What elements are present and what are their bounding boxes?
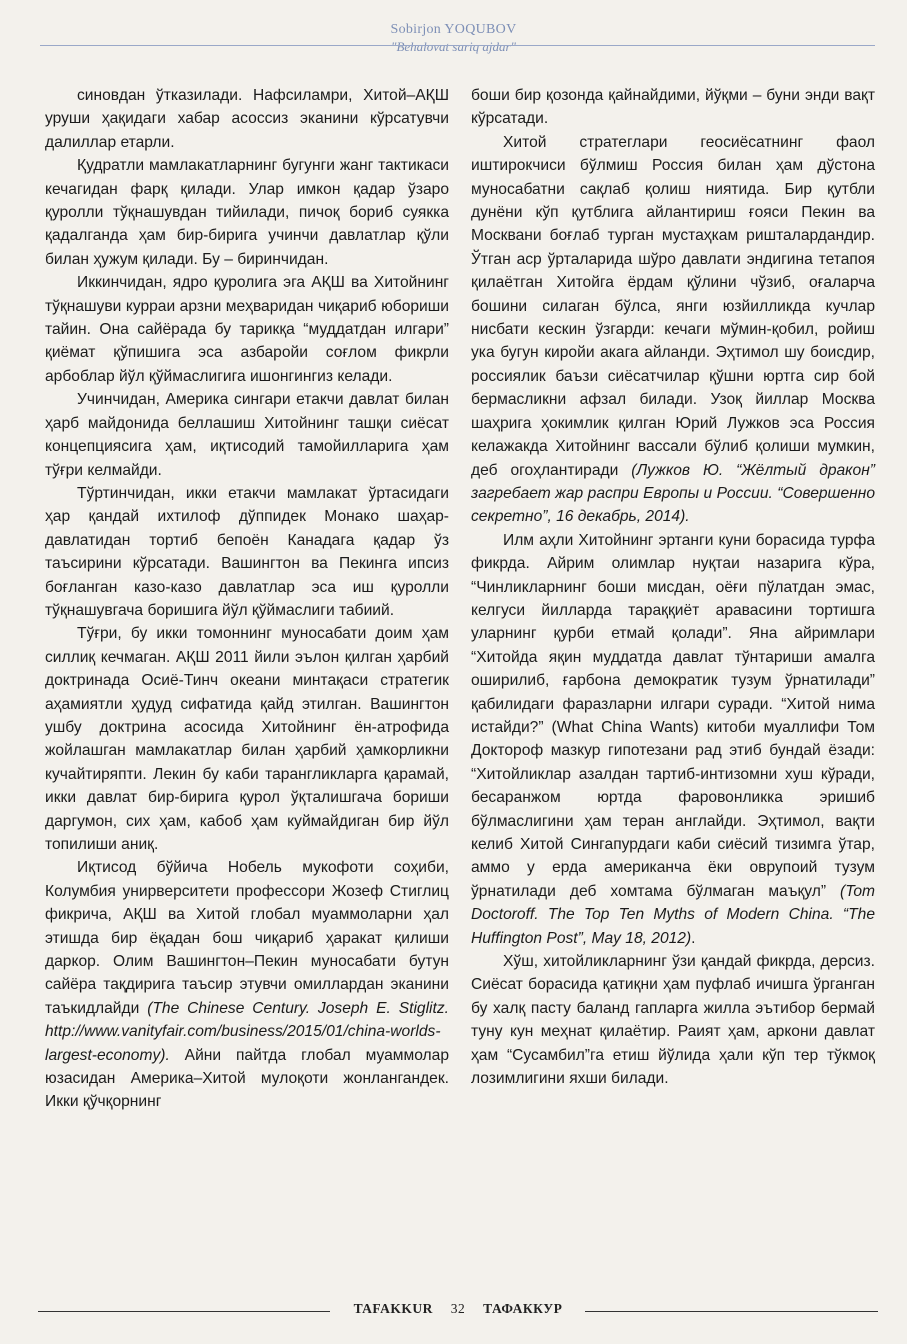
paragraph	[471, 529, 875, 950]
footer-text	[335, 1301, 581, 1317]
footer-rule-right	[585, 1311, 878, 1312]
footer-rule-left	[38, 1311, 330, 1312]
left-column	[45, 84, 449, 1114]
paragraph-text: Илм аҳли Хитойнинг эртанги куни борасида турфа фикрда. Айрим олимлар нуқтаи назарига кўра, “Чинликларнинг боши мисдан, оёғи пўлатдан эмас, келгуси йилларда тараққиёт аравасини тортишга уларнинг қурби етмай қолади”. Яна айримлари “Хитойда яқин муддатда давлат тўнтариши амалга оширилиб, ғарбона демократик тузум ўрнатилади” қабилидаги фаразларни илгари суради. “Хитой нима истайди?” (What China Wants) китоби муаллифи Том Доктороф мазкур гипотезани рад этиб бундай ёзади: “Хитойликлар азалдан тартиб-интизомни хуш кўради, бесаранжом юртда фаровонликка эришиб бўлмаслигини ҳам теран англайди. Эҳтимол, вақти келиб Хитой Сингапурдаги каби сиёсий тизимга ўтар, аммо у ерда американча ёки оврупоий тузум ўрнатилади деб хомтама бўлмаган маъқул”	[471, 531, 875, 900]
header-divider	[40, 45, 875, 46]
paragraph-text: .	[691, 929, 696, 947]
paragraph: синовдан ўтказилади. Нафсиламри, Хитой–АҚШ уруши ҳақидаги хабар асоссиз эканини кўрсатувчи далиллар етарли.	[45, 87, 449, 151]
paragraph	[45, 856, 449, 1113]
paragraph-text: Хитой стратеглари геосиёсатнинг фаол иштирокчиси бўлмиш Россия билан ҳам дўстона муносабатни сақлаб қолиш ниятида. Бир қутбли дунёни кўп қутблига айлантириш ғояси Пекин ва Москвани боғлаб турган мустаҳкам ришталардандир. Ўтган аср ўрталарида шўро давлати эндигина тетапоя қилаётган Хитойга ёрдам қўлини чўзиб, оғаларча бошини силаган бўлса, янги юзйилликда кучлар нисбати кескин ўзгарди: кечаги мўмин-қобил, ройиш ука бугун киройи акага айланди. Эҳтимол шу боисдир, россиялик баъзи сиёсатчилар қўшни юртга сир бой бермасликни афзал билади. Узоқ йиллар Москва шаҳрига ҳокимлик қилган Юрий Лужков эса Россия келажакда Хитойнинг вассали бўлиб қолиши мумкин, деб огоҳлантиради	[471, 133, 875, 479]
footer-label-latin: TAFAKKUR	[353, 1301, 433, 1316]
paragraph: Тўртинчидан, икки етакчи мамлакат ўртасидаги ҳар қандай ихтилоф дўппидек Монако шаҳар-давлатидан тортиб бепоён Канадага қадар ўз таъсирини кўрсатади. Вашингтон ва Пекинга ипсиз боғланган казо-казо давлатлар эса иш қуролли тўқнашувгача боришига йўл қўймаслиги табиий.	[45, 484, 449, 619]
citation: (Tom Doctoroff. The Top Ten Myths of Modern China. “The Huffington Post”, May 18, 2012)	[471, 882, 875, 947]
paragraph: Учинчидан, Америка сингари етакчи давлат билан ҳарб майдонида беллашиш Хитойнинг ташқи сиёсат концепциясига ҳам, иқтисодий тамойилларига ҳам тўғри келмайди.	[45, 391, 449, 479]
paragraph: Хўш, хитойликларнинг ўзи қандай фикрда, дерсиз. Сиёсат борасида қатиқни ҳам пуфлаб ичишга ўрганган бу халқ пасту баланд гапларга жилла эътибор бермай туну кун меҳнат қилаётир. Раият ҳам, аркони давлат ҳам “Сусамбил”га етиш йўлида ҳали кўп тер тўкмоқ лозимлигини яхши билади.	[471, 953, 875, 1088]
paragraph-text: Иқтисод бўйича Нобель мукофоти соҳиби, Колумбия унирверситети профессори Жозеф Стиглиц фикрича, АҚШ ва Хитой глобал муаммоларни ҳал этишда бир ёқадан бош чиқариб ҳаракат қилиши даркор. Олим Вашингтон–Пекин муносабати бутун сайёра тақдирига таъсир этувчи омиллардан эканини таъкидлайди	[45, 859, 449, 1017]
paragraph: Қудратли мамлакатларнинг бугунги жанг тактикаси кечагидан фарқ қилади. Улар имкон қадар ўзаро қуролли тўқнашувдан тийилади, пичоқ бориб суякка қадалганда ҳам бир-бирига учинчи давлатлар қўли билан ҳужум қилади. Бу – биринчидан.	[45, 157, 449, 268]
paragraph: Тўғри, бу икки томоннинг муносабати доим ҳам силлиқ кечмаган. АҚШ 2011 йили эълон қилган ҳарбий доктринада Осиё-Тинч океани минтақаси стратегик аҳамиятли ҳудуд сифатида қайд этилган. Вашингтон ушбу доктрина асосида Хитойнинг ён-атрофида жойлашган мамлакатлар билан ҳарбий ҳамкорликни кучайтиряпти. Лекин бу каби тарангликларга қарамай, икки давлат бир-бирига қурол ўқталишгача бориши даргумон, сих ҳам, кабоб ҳам куймайдиган бир йўл топилиши аниқ.	[45, 625, 449, 853]
paragraph: Иккинчидан, ядро қуролига эга АҚШ ва Хитойнинг тўқнашуви курраи арзни меҳваридан чиқариб юбориши тайин. Она сайёрада бу тарикқа “муддатдан илгари” қиёмат қўпишига эса азбаройи соғлом фикрли арбоблар йўл қўймаслигига ишонгингиз келади.	[45, 274, 449, 385]
footer-label-cyrillic: ТАФАККУР	[483, 1301, 563, 1316]
citation: (The Chinese Century. Joseph E. Stiglitz. http://www.vanityfair.com/business/2015/01/china-worlds-largest-economy).	[45, 999, 449, 1064]
header-author: Sobirjon YOQUBOV	[390, 22, 517, 37]
paragraph-continued: боши бир қозонда қайнайдими, йўқми – буни энди вақт кўрсатади.	[471, 87, 875, 128]
running-header	[0, 22, 907, 55]
citation: (Лужков Ю. “Жёлтый дракон” загребает жар распри Европы и России. “Совершенно секретно”, 16 декабрь, 2014).	[471, 461, 875, 526]
paragraph	[471, 131, 875, 529]
paragraph-text: Айни пайтда глобал муаммолар юзасидан Америка–Хитой мулоқоти жонлангандек. Икки қўчқорнинг	[45, 1046, 449, 1111]
header-title: "Behalovat sariq ajdar"	[390, 39, 517, 54]
page-number: 32	[450, 1301, 466, 1316]
right-column	[471, 84, 875, 1090]
running-footer	[0, 1300, 907, 1322]
